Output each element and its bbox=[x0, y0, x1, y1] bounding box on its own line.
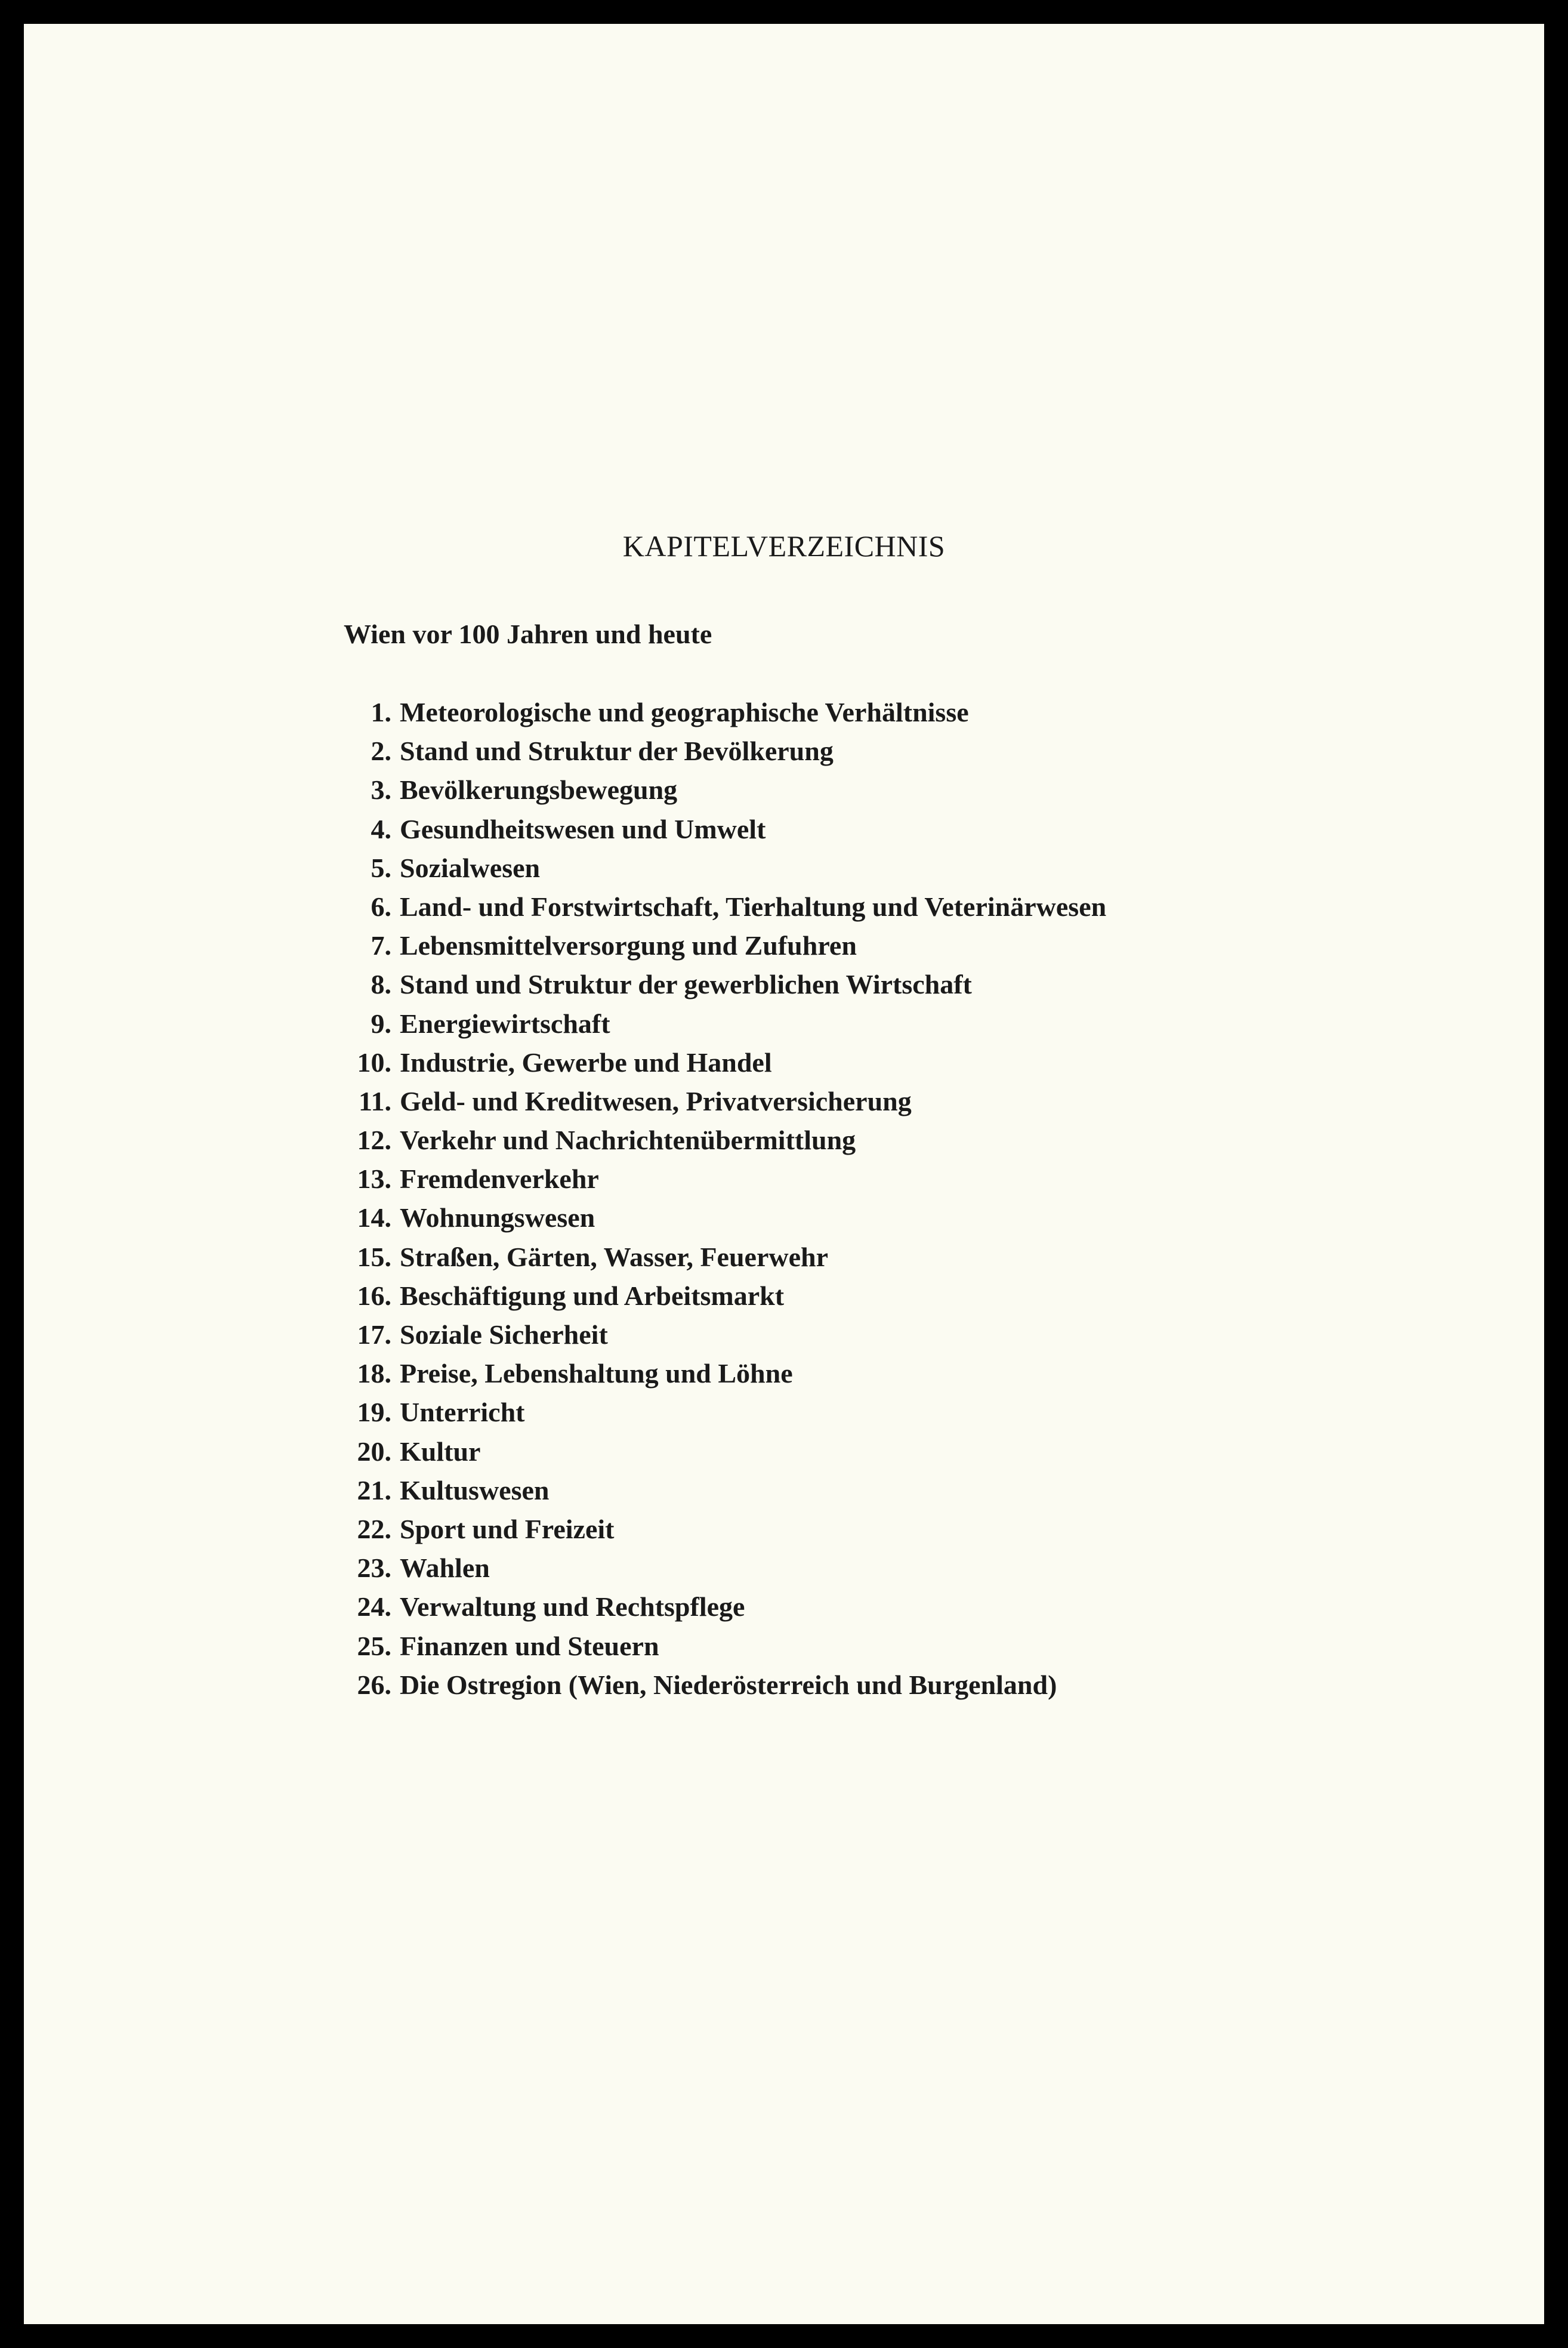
chapter-title: Energiewirtschaft bbox=[400, 1008, 610, 1039]
chapter-entry bbox=[344, 1630, 1106, 1668]
chapter-entry bbox=[344, 929, 1106, 968]
chapter-number: 22. bbox=[357, 1513, 391, 1544]
chapter-title: Industrie, Gewerbe und Handel bbox=[400, 1047, 772, 1078]
chapter-number: 14. bbox=[357, 1202, 391, 1233]
chapter-number: 16. bbox=[357, 1280, 391, 1311]
chapter-number: 4. bbox=[371, 813, 391, 844]
chapter-title: Land- und Forstwirtschaft, Tierhaltung und Veterinärwesen bbox=[400, 891, 1107, 922]
chapter-title: Meteorologische und geographische Verhältnisse bbox=[400, 697, 969, 727]
chapter-title: Unterricht bbox=[400, 1397, 525, 1428]
chapter-number: 6. bbox=[371, 891, 391, 922]
chapter-title: Soziale Sicherheit bbox=[400, 1319, 608, 1350]
chapter-title: Stand und Struktur der gewerblichen Wirtschaft bbox=[400, 969, 972, 1000]
chapter-entry bbox=[344, 1474, 1106, 1513]
chapter-entry bbox=[344, 1435, 1106, 1474]
chapter-entry bbox=[344, 813, 1106, 851]
chapter-title: Stand und Struktur der Bevölkerung bbox=[400, 736, 834, 767]
chapter-title: Sozialwesen bbox=[400, 852, 541, 883]
chapter-entry bbox=[344, 851, 1106, 890]
chapter-entry bbox=[344, 1590, 1106, 1629]
chapter-number: 23. bbox=[357, 1553, 391, 1584]
chapter-title: Lebensmittelversorgung und Zufuhren bbox=[400, 930, 857, 961]
section-subtitle: Wien vor 100 Jahren und heute bbox=[344, 619, 712, 649]
chapter-entry bbox=[344, 890, 1106, 929]
chapter-number: 13. bbox=[357, 1164, 391, 1195]
chapter-entry bbox=[344, 1241, 1106, 1279]
chapter-entry bbox=[344, 1551, 1106, 1590]
chapter-number: 25. bbox=[357, 1630, 391, 1661]
chapter-number: 19. bbox=[357, 1397, 391, 1428]
chapter-title: Kultur bbox=[400, 1436, 481, 1467]
chapter-title: Sport und Freizeit bbox=[400, 1513, 615, 1544]
chapter-entry bbox=[344, 1007, 1106, 1046]
chapter-number: 18. bbox=[357, 1358, 391, 1389]
chapter-number: 20. bbox=[357, 1436, 391, 1467]
chapter-number: 10. bbox=[357, 1047, 391, 1078]
chapter-title: Die Ostregion (Wien, Niederösterreich und Burgenland) bbox=[400, 1669, 1057, 1700]
chapter-entry bbox=[344, 773, 1106, 812]
chapter-title: Kultuswesen bbox=[400, 1474, 550, 1505]
chapter-number: 8. bbox=[371, 969, 391, 1000]
chapter-title: Straßen, Gärten, Wasser, Feuerwehr bbox=[400, 1241, 829, 1272]
chapter-entry bbox=[344, 1124, 1106, 1162]
chapter-entry bbox=[344, 1318, 1106, 1357]
chapter-entry bbox=[344, 696, 1106, 735]
chapter-entry bbox=[344, 1513, 1106, 1551]
chapter-title: Beschäftigung und Arbeitsmarkt bbox=[400, 1280, 785, 1311]
chapter-entry bbox=[344, 1085, 1106, 1124]
chapter-number: 26. bbox=[357, 1669, 391, 1700]
chapter-title: Preise, Lebenshaltung und Löhne bbox=[400, 1358, 793, 1389]
chapter-number: 15. bbox=[357, 1241, 391, 1272]
document-page bbox=[24, 24, 1544, 2324]
chapter-title: Verwaltung und Rechtspflege bbox=[400, 1591, 745, 1622]
chapter-number: 3. bbox=[371, 775, 391, 806]
chapter-entry bbox=[344, 735, 1106, 773]
chapter-title: Wohnungswesen bbox=[400, 1202, 595, 1233]
chapter-number: 5. bbox=[371, 852, 391, 883]
chapter-number: 12. bbox=[357, 1125, 391, 1156]
chapter-title: Gesundheitswesen und Umwelt bbox=[400, 813, 766, 844]
chapter-title: Geld- und Kreditwesen, Privatversicherung bbox=[400, 1085, 912, 1116]
page-title: KAPITELVERZEICHNIS bbox=[622, 529, 946, 563]
chapter-entry bbox=[344, 1357, 1106, 1396]
chapter-entry bbox=[344, 1162, 1106, 1201]
chapter-entry bbox=[344, 1396, 1106, 1434]
chapter-entry bbox=[344, 1201, 1106, 1240]
chapter-number: 2. bbox=[371, 736, 391, 767]
chapter-number: 9. bbox=[371, 1008, 391, 1039]
chapter-entry bbox=[344, 1668, 1106, 1707]
chapter-title: Verkehr und Nachrichtenübermittlung bbox=[400, 1125, 856, 1156]
chapter-entry bbox=[344, 968, 1106, 1007]
chapter-title: Wahlen bbox=[400, 1553, 490, 1584]
chapter-title: Finanzen und Steuern bbox=[400, 1630, 659, 1661]
chapter-number: 11. bbox=[359, 1085, 391, 1116]
chapter-number: 21. bbox=[357, 1474, 391, 1505]
chapter-entry bbox=[344, 1046, 1106, 1085]
chapter-number: 1. bbox=[371, 697, 391, 727]
chapter-number: 17. bbox=[357, 1319, 391, 1350]
chapter-list bbox=[344, 696, 1106, 1707]
chapter-number: 7. bbox=[371, 930, 391, 961]
chapter-title: Bevölkerungsbewegung bbox=[400, 775, 678, 806]
chapter-number: 24. bbox=[357, 1591, 391, 1622]
chapter-entry bbox=[344, 1279, 1106, 1318]
chapter-title: Fremdenverkehr bbox=[400, 1164, 599, 1195]
